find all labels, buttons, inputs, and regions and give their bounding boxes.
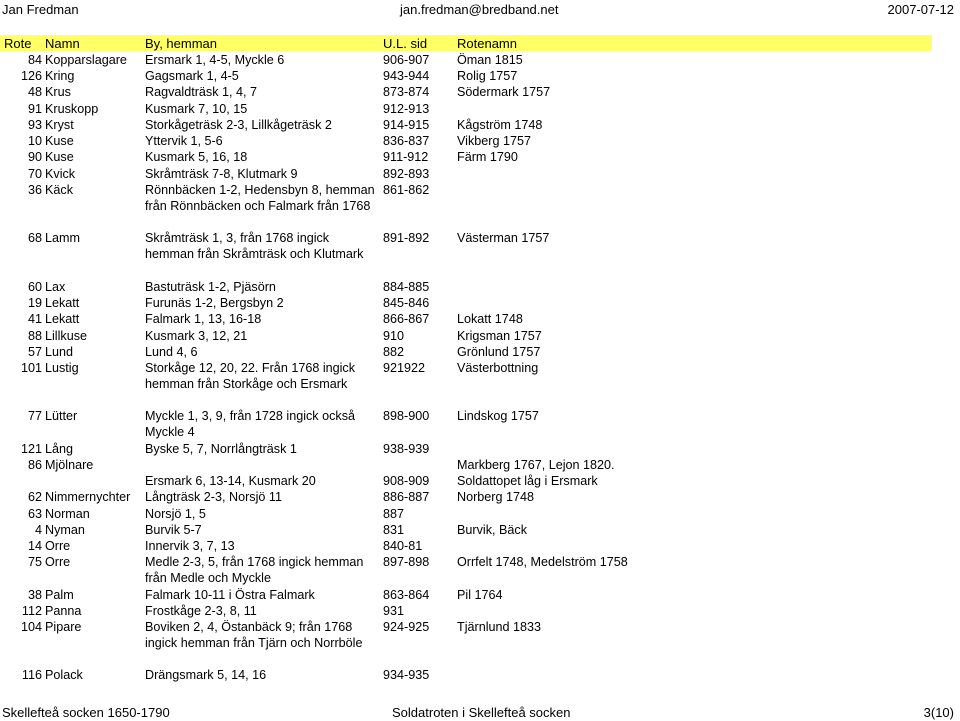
rote-name: Orre (45, 555, 71, 569)
rote-number: 77 (27, 409, 42, 423)
rote-number: 91 (27, 102, 42, 116)
rote-name: Orre (45, 539, 71, 553)
ul-sid: 831 (383, 523, 405, 537)
rote-name: Kruskopp (45, 102, 99, 116)
rotenamn: Lindskog 1757 (457, 409, 539, 423)
by-hemman: Medle 2-3, 5, från 1768 ingick hemman från Medle och Myckle (145, 555, 364, 586)
by-hemman: Kusmark 3, 12, 21 (145, 329, 248, 343)
ul-sid: 891-892 (383, 231, 430, 245)
by-hemman: Skråmträsk 1, 3, från 1768 ingick hemman från Skråmträsk och Klutmark (145, 231, 364, 262)
by-hemman: Lund 4, 6 (145, 345, 198, 359)
ul-sid: 934-935 (383, 668, 430, 682)
rote-number: 14 (27, 539, 42, 553)
rote-name: Lax (45, 280, 66, 294)
ul-sid: 836-837 (383, 134, 430, 148)
column-header-band (0, 35, 932, 51)
by-hemman: Ersmark 1, 4-5, Myckle 6 (145, 53, 285, 67)
rotenamn: Öman 1815 (457, 53, 523, 67)
by-hemman: Storkågeträsk 2-3, Lillkågeträsk 2 (145, 118, 332, 132)
by-hemman: Drängsmark 5, 14, 16 (145, 668, 267, 682)
date: 2007-07-12 (887, 2, 954, 17)
ul-sid: 897-898 (383, 555, 430, 569)
ul-sid: 886-887 (383, 490, 430, 504)
rotenamn: Grönlund 1757 (457, 345, 541, 359)
rote-name: Lund (45, 345, 74, 359)
rote-name: Lillkuse (45, 329, 87, 343)
rote-name: Käck (45, 183, 73, 197)
rote-name: Norman (45, 507, 90, 521)
rote-number: 70 (27, 167, 42, 181)
email: jan.fredman@bredband.net (400, 2, 559, 17)
col-by: By, hemman (145, 36, 218, 51)
ul-sid: 914-915 (383, 118, 430, 132)
ul-sid: 921922 (383, 361, 426, 375)
rote-name: Lustig (45, 361, 79, 375)
footer-center: Soldatroten i Skellefteå socken (392, 705, 571, 720)
author: Jan Fredman (2, 2, 79, 17)
ul-sid: 840-81 (383, 539, 423, 553)
rote-number: 68 (27, 231, 42, 245)
rote-name: Mjölnare (45, 458, 94, 472)
footer-right: 3(10) (923, 705, 954, 720)
rotenamn: Burvik, Bäck (457, 523, 527, 537)
rotenamn: Södermark 1757 (457, 85, 551, 99)
footer-left: Skellefteå socken 1650-1790 (2, 705, 170, 720)
by-hemman: Skråmträsk 7-8, Klutmark 9 (145, 167, 298, 181)
by-hemman: Rönnbäcken 1-2, Hedensbyn 8, hemman från Rönnbäcken och Falmark från 1768 (145, 183, 375, 214)
rote-name: Lång (45, 442, 74, 456)
ul-sid: 892-893 (383, 167, 430, 181)
rote-number: 90 (27, 150, 42, 164)
col-rote: Rote (4, 36, 32, 51)
rote-name: Palm (45, 588, 74, 602)
by-hemman: Storkåge 12, 20, 22. Från 1768 ingick hemman från Storkåge och Ersmark (145, 361, 356, 392)
rote-name: Krus (45, 85, 71, 99)
rote-number: 121 (20, 442, 42, 456)
ul-sid: 866-867 (383, 312, 430, 326)
ul-sid: 863-864 (383, 588, 430, 602)
by-hemman: Frostkåge 2-3, 8, 11 (145, 604, 257, 618)
by-hemman: Långträsk 2-3, Norsjö 11 (145, 490, 282, 504)
rote-name: Kopparslagare (45, 53, 127, 67)
rote-number: 88 (27, 329, 42, 343)
rotenamn: Tjärnlund 1833 (457, 620, 542, 634)
by-hemman: Norsjö 1, 5 (145, 507, 206, 521)
page-footer (0, 704, 960, 721)
by-hemman: Yttervik 1, 5-6 (145, 134, 223, 148)
by-hemman: Bastuträsk 1-2, Pjäsörn (145, 280, 276, 294)
ul-sid: 873-874 (383, 85, 430, 99)
rote-number: 19 (27, 296, 42, 310)
rote-number: 62 (27, 490, 42, 504)
ul-sid: 861-862 (383, 183, 430, 197)
rotenamn: Soldattopet låg i Ersmark (457, 474, 598, 488)
col-rotenamn: Rotenamn (457, 36, 517, 51)
rote-name: Polack (45, 668, 83, 682)
ul-sid: 898-900 (383, 409, 430, 423)
rote-number: 60 (27, 280, 42, 294)
rotenamn: Västerbottning (457, 361, 539, 375)
rote-name: Kuse (45, 134, 74, 148)
ul-sid: 908-909 (383, 474, 430, 488)
rote-number: 63 (27, 507, 42, 521)
col-namn: Namn (45, 36, 80, 51)
ul-sid: 911-912 (383, 150, 429, 164)
rotenamn: Krigsman 1757 (457, 329, 542, 343)
by-hemman: Burvik 5-7 (145, 523, 202, 537)
rote-name: Pipare (45, 620, 82, 634)
rote-name: Kring (45, 69, 75, 83)
rote-number: 41 (27, 312, 42, 326)
rote-number: 75 (27, 555, 42, 569)
ul-sid: 887 (383, 507, 405, 521)
rote-number: 84 (27, 53, 42, 67)
rote-name: Lekatt (45, 296, 80, 310)
by-hemman: Ersmark 6, 13-14, Kusmark 20 (145, 474, 316, 488)
rotenamn: Färm 1790 (457, 150, 518, 164)
rote-name: Lamm (45, 231, 80, 245)
by-hemman: Byske 5, 7, Norrlångträsk 1 (145, 442, 297, 456)
by-hemman: Myckle 1, 3, 9, från 1728 ingick också Myckle 4 (145, 409, 355, 440)
ul-sid: 906-907 (383, 53, 430, 67)
page-header (0, 0, 960, 20)
by-hemman: Boviken 2, 4, Östanbäck 9; från 1768 ingick hemman från Tjärn och Norrböle (145, 620, 363, 651)
ul-sid: 943-944 (383, 69, 430, 83)
by-hemman: Furunäs 1-2, Bergsbyn 2 (145, 296, 284, 310)
rote-number: 48 (27, 85, 42, 99)
rote-number: 10 (27, 134, 42, 148)
by-hemman: Ragvaldträsk 1, 4, 7 (145, 85, 258, 99)
ul-sid: 912-913 (383, 102, 430, 116)
rote-number: 112 (21, 604, 42, 618)
by-hemman: Kusmark 7, 10, 15 (145, 102, 248, 116)
rotenamn: Rolig 1757 (457, 69, 518, 83)
rotenamn: Västerman 1757 (457, 231, 550, 245)
ul-sid: 931 (383, 604, 405, 618)
rote-name: Kvick (45, 167, 76, 181)
ul-sid: 924-925 (383, 620, 430, 634)
by-hemman: Kusmark 5, 16, 18 (145, 150, 248, 164)
by-hemman: Falmark 10-11 i Östra Falmark (145, 588, 315, 602)
ul-sid: 910 (383, 329, 405, 343)
rotenamn: Orrfelt 1748, Medelström 1758 (457, 555, 628, 569)
rote-number: 101 (20, 361, 42, 375)
col-ul: U.L. sid (383, 36, 428, 51)
rotenamn: Pil 1764 (457, 588, 503, 602)
rote-number: 126 (20, 69, 42, 83)
rote-number: 4 (34, 523, 42, 537)
rote-name: Nyman (45, 523, 85, 537)
rote-number: 38 (27, 588, 42, 602)
rote-number: 86 (27, 458, 42, 472)
rote-name: Nimmernychter (45, 490, 131, 504)
rotenamn: Norberg 1748 (457, 490, 535, 504)
rote-name: Panna (45, 604, 82, 618)
rote-number: 36 (27, 183, 42, 197)
rote-name: Kryst (45, 118, 74, 132)
ul-sid: 882 (383, 345, 405, 359)
by-hemman: Innervik 3, 7, 13 (145, 539, 235, 553)
rote-name: Lütter (45, 409, 78, 423)
rote-number: 57 (27, 345, 42, 359)
by-hemman: Falmark 1, 13, 16-18 (145, 312, 262, 326)
ul-sid: 938-939 (383, 442, 430, 456)
rote-number: 116 (21, 668, 42, 682)
by-hemman: Gagsmark 1, 4-5 (145, 69, 239, 83)
rotenamn: Markberg 1767, Lejon 1820. (457, 458, 615, 472)
rote-number: 104 (20, 620, 42, 634)
rote-name: Kuse (45, 150, 74, 164)
rotenamn: Kågström 1748 (457, 118, 543, 132)
rotenamn: Vikberg 1757 (457, 134, 531, 148)
ul-sid: 845-846 (383, 296, 430, 310)
rotenamn: Lokatt 1748 (457, 312, 523, 326)
ul-sid: 884-885 (383, 280, 430, 294)
rote-number: 93 (27, 118, 42, 132)
rote-name: Lekatt (45, 312, 80, 326)
